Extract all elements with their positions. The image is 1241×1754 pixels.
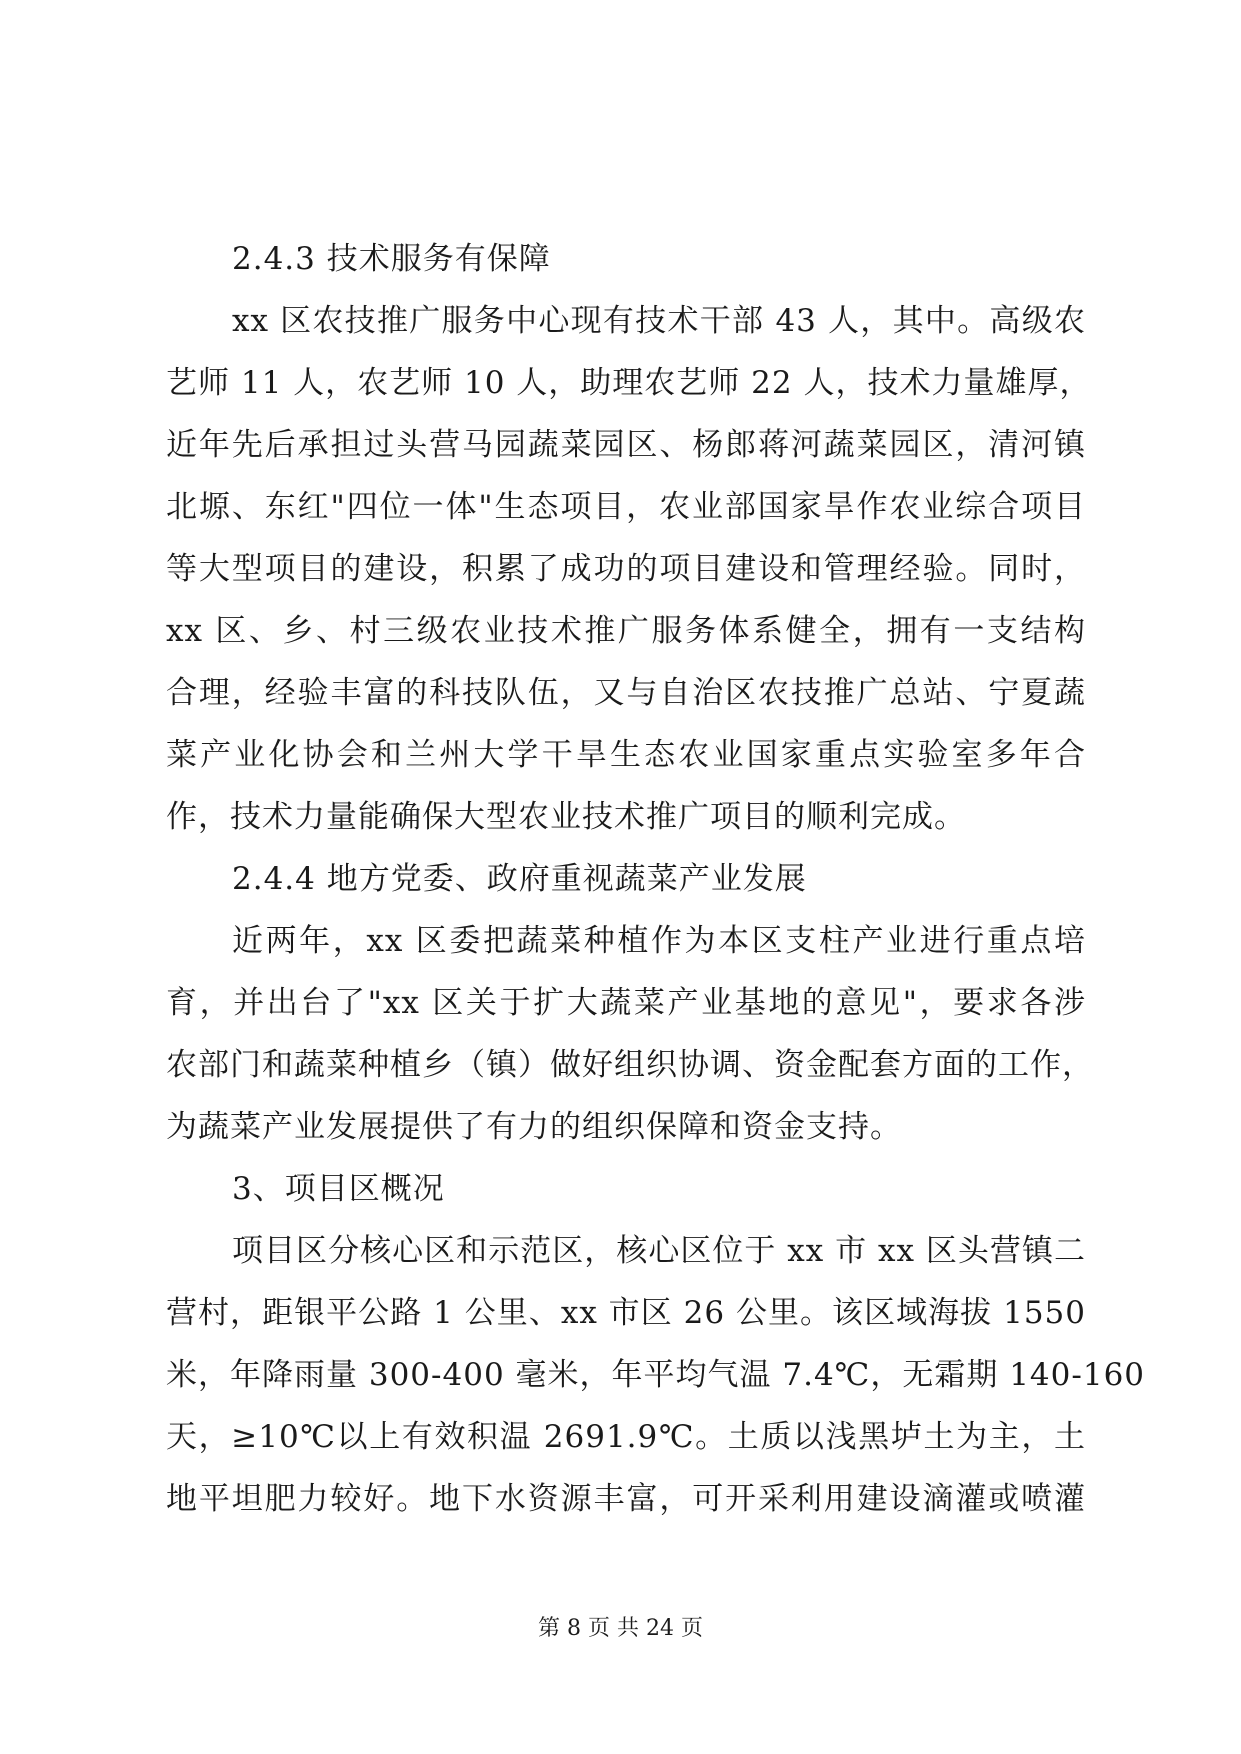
paragraph-line: 合理，经验丰富的科技队伍，又与自治区农技推广总站、宁夏蔬 — [166, 675, 1086, 711]
paragraph-line: 天，≥10℃以上有效积温 2691.9℃。土质以浅黑垆土为主，土 — [166, 1419, 1086, 1455]
paragraph-line: 项目区分核心区和示范区，核心区位于 xx 市 xx 区头营镇二 — [232, 1233, 1086, 1269]
document-body — [166, 228, 1146, 1530]
paragraph-line: 北塬、东红"四位一体"生态项目，农业部国家旱作农业综合项目 — [166, 489, 1086, 525]
page-footer — [0, 1614, 1241, 1644]
paragraph-line: xx 区、乡、村三级农业技术推广服务体系健全，拥有一支结构 — [166, 613, 1086, 649]
paragraph-line: 为蔬菜产业发展提供了有力的组织保障和资金支持。 — [166, 1109, 902, 1145]
page-number: 第 8 页 共 24 页 — [538, 1616, 703, 1641]
paragraph-line: 地平坦肥力较好。地下水资源丰富，可开采利用建设滴灌或喷灌 — [166, 1481, 1086, 1517]
paragraph-line: 米，年降雨量 300-400 毫米，年平均气温 7.4℃，无霜期 140-160 — [166, 1357, 1146, 1393]
section-heading-2-4-3: 2.4.3 技术服务有保障 — [232, 241, 551, 277]
section-heading-2-4-4: 2.4.4 地方党委、政府重视蔬菜产业发展 — [232, 861, 807, 897]
paragraph-line: 作，技术力量能确保大型农业技术推广项目的顺利完成。 — [166, 799, 966, 835]
paragraph-line: 近两年，xx 区委把蔬菜种植作为本区支柱产业进行重点培 — [232, 923, 1086, 959]
section-heading-3: 3、项目区概况 — [232, 1171, 445, 1207]
paragraph-line: 近年先后承担过头营马园蔬菜园区、杨郎蒋河蔬菜园区，清河镇 — [166, 427, 1086, 463]
paragraph-line: 育，并出台了"xx 区关于扩大蔬菜产业基地的意见"，要求各涉 — [166, 985, 1086, 1021]
paragraph-line: xx 区农技推广服务中心现有技术干部 43 人，其中。高级农 — [232, 303, 1086, 339]
paragraph-line: 营村，距银平公路 1 公里、xx 市区 26 公里。该区域海拔 1550 — [166, 1295, 1086, 1331]
paragraph-line: 等大型项目的建设，积累了成功的项目建设和管理经验。同时， — [166, 551, 1086, 587]
paragraph-line: 艺师 11 人，农艺师 10 人，助理农艺师 22 人，技术力量雄厚， — [166, 365, 1092, 401]
paragraph-line: 菜产业化协会和兰州大学干旱生态农业国家重点实验室多年合 — [166, 737, 1086, 773]
paragraph-line: 农部门和蔬菜种植乡（镇）做好组织协调、资金配套方面的工作， — [166, 1047, 1094, 1083]
